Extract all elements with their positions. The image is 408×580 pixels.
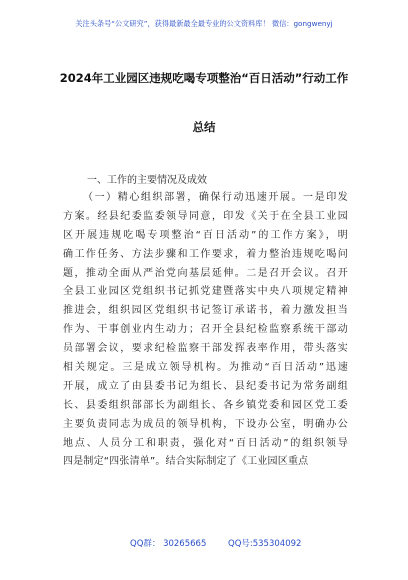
paragraph-line: 主要负责同志为成员的领导机构，下设办公室，明确办公	[63, 418, 348, 430]
section-heading: 一、工作的主要情况及成效	[87, 175, 207, 186]
document-title: 2024年工业园区违规吃喝专项整治“百日活动”行动工作	[59, 71, 349, 85]
paragraph-line: 员部署会议，要求纪检监察干部发挥表率作用，带头落实	[63, 343, 348, 355]
header-banner: 关注头条号“公文研究”，获得最新最全最专业的公文资料库！ 微信：gongwenyj	[75, 19, 333, 28]
paragraph-line: 推进会，组织园区党组织书记签订承诺书，着力激发担当	[63, 305, 348, 317]
paragraph-line: （一）精心组织部署，确保行动迅速开展。一是印发	[83, 192, 348, 203]
paragraph-line: 作为、干事创业内生动力；召开全县纪检监察系统干部动	[63, 324, 348, 336]
paragraph-line: 相关规定。三是成立领导机构。为推动“百日活动”迅速	[63, 362, 348, 374]
paragraph-line: 区开展违规吃喝专项整治“百日活动”的工作方案》，明	[63, 229, 348, 241]
body-paragraph	[63, 189, 348, 472]
paragraph-line: 地点、人员分工和职责，强化对“百日活动”的组织领导	[63, 437, 348, 449]
paragraph-line: 题，推动全面从严治党向基层延伸。二是召开会议。召开	[63, 267, 348, 279]
paragraph-line: 确工作任务、方法步骤和工作要求，着力整治违规吃喝问	[63, 248, 348, 260]
document-title-continuation: 总结	[192, 120, 216, 134]
footer-qq-number: QQ号:535304092	[228, 539, 302, 549]
paragraph-line: 长、县委组织部部长为副组长、各乡镇党委和园区党工委	[63, 399, 348, 411]
paragraph-line: 全县工业园区党组织书记抓党建暨落实中央八项规定精神	[63, 286, 348, 298]
footer	[0, 537, 408, 551]
paragraph-line: 方案。经县纪委监委领导同意，印发《关于在全县工业园	[63, 210, 348, 222]
footer-qq-group: QQ群： 30265665	[130, 539, 207, 549]
paragraph-line: 四是制定“四张清单”。结合实际制定了《工业园区重点	[63, 456, 309, 468]
paragraph-line: 开展，成立了由县委书记为组长、县纪委书记为常务副组	[63, 380, 348, 392]
